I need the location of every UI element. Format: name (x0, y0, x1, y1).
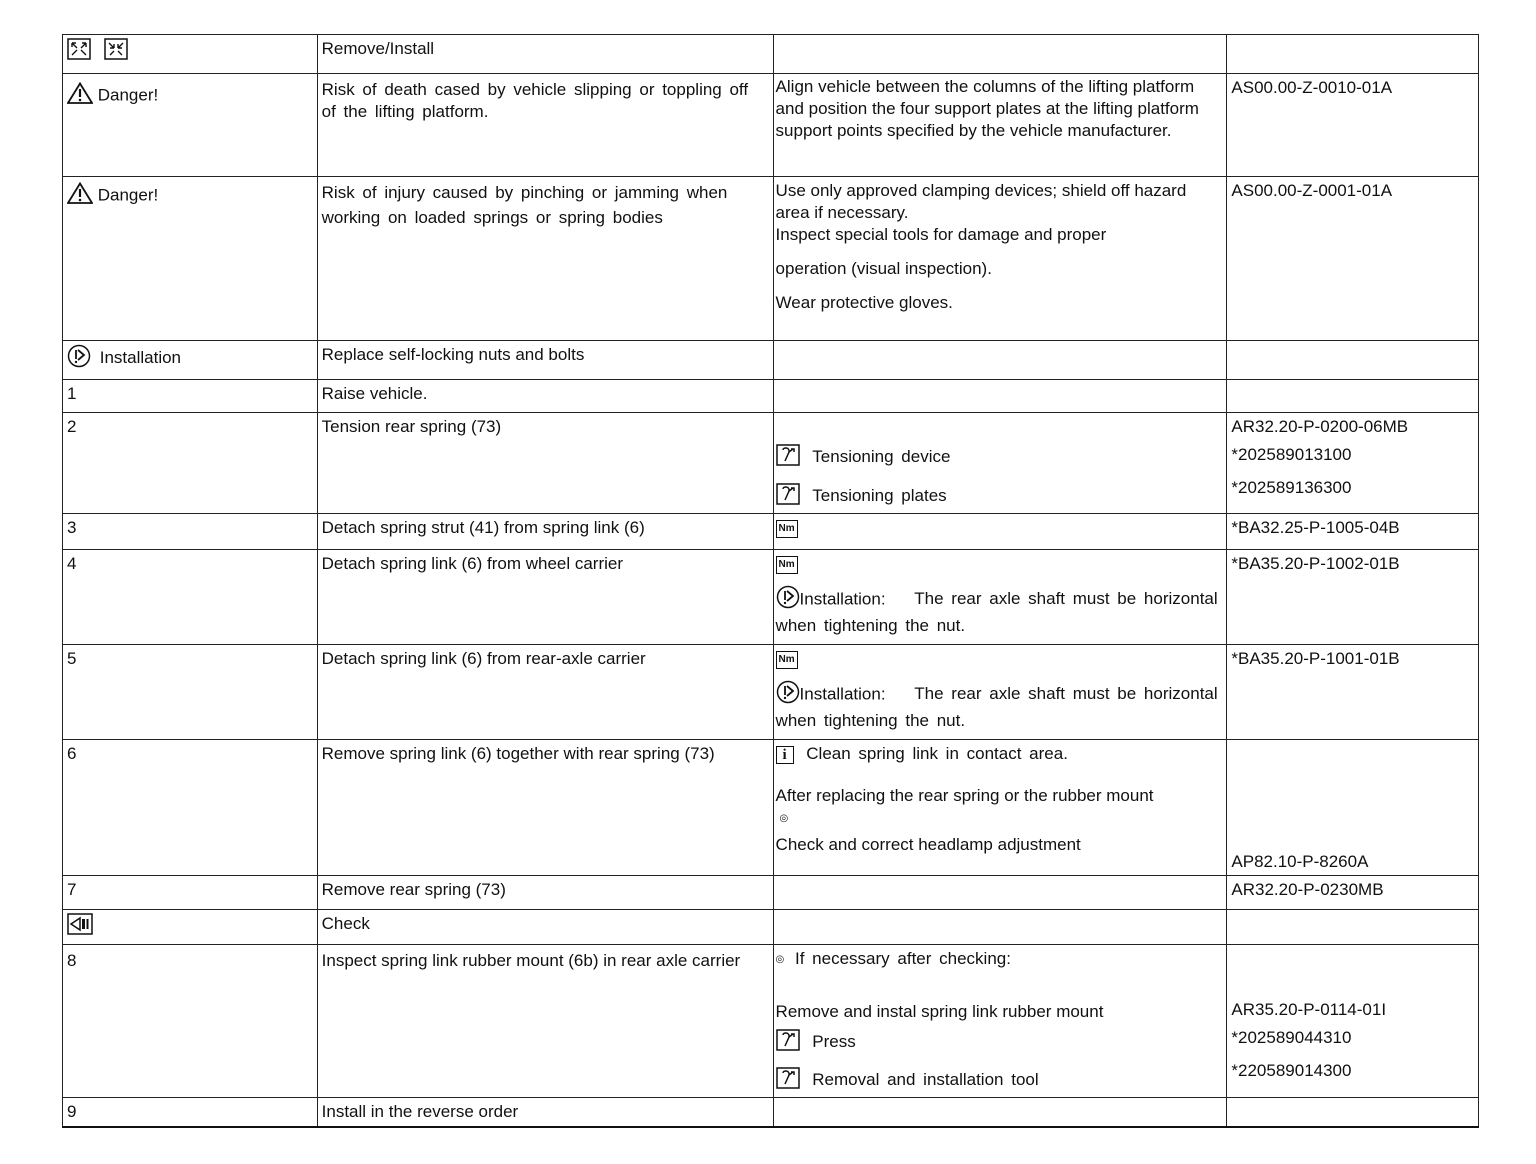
part-number[interactable]: *202589136300 (1231, 478, 1352, 497)
circle-marker-icon: ◎ (775, 953, 785, 965)
circle-marker-icon: ◎ (779, 812, 789, 824)
reference-link[interactable]: AR35.20-P-0114-01I (1231, 1000, 1387, 1019)
table-row (63, 413, 1479, 514)
notes-cell (773, 1097, 1227, 1127)
table-row (63, 380, 1479, 413)
reference-cell (1227, 550, 1479, 645)
description-text: Risk of death cased by vehicle slipping or toppling off of the lifting platform. (321, 80, 749, 121)
reference-cell (1227, 177, 1479, 341)
part-number[interactable]: *202589044310 (1231, 1028, 1352, 1047)
description-text: Install in the reverse order (321, 1101, 519, 1121)
notes-cell (773, 876, 1227, 910)
danger-label: Danger! (97, 85, 159, 105)
description-text: Replace self-locking nuts and bolts (321, 345, 585, 364)
warning-triangle-icon (67, 82, 93, 110)
tool-icon (104, 38, 128, 66)
reference-link[interactable]: *BA35.20-P-1002-01B (1231, 554, 1400, 573)
table-row (63, 910, 1479, 945)
description-cell (317, 74, 773, 177)
reference-cell (1227, 740, 1479, 876)
description-cell (317, 413, 773, 514)
table-row (63, 740, 1479, 876)
reference-cell (1227, 413, 1479, 514)
reference-link[interactable]: AS00.00-Z-0010-01A (1231, 78, 1393, 97)
note-text: After replacing the rear spring or the rubber mount (775, 786, 1154, 805)
reference-cell (1227, 514, 1479, 550)
part-number[interactable]: *220589014300 (1231, 1061, 1352, 1080)
special-tool-icon (776, 444, 800, 472)
description-cell (317, 740, 773, 876)
notes-cell (773, 413, 1227, 514)
torque-nm-icon: Nm (776, 651, 798, 669)
step-number: 7 (63, 876, 318, 910)
reference-cell (1227, 74, 1479, 177)
step-cell (63, 35, 318, 74)
description-text: Risk of injury caused by pinching or jamming when working on loaded springs or spring bodies (321, 183, 728, 227)
special-tool-icon (776, 1067, 800, 1095)
step-number: 5 (63, 645, 318, 740)
table-row (63, 945, 1479, 1098)
description-text: Inspect spring link rubber mount (6b) in rear axle carrier (321, 951, 741, 970)
description-text: Raise vehicle. (321, 384, 428, 403)
step-number: 1 (63, 380, 318, 413)
notes-cell (773, 645, 1227, 740)
note-text: The rear axle shaft must be horizontal when tightening the nut. (775, 684, 1218, 730)
table-row (63, 550, 1479, 645)
note-text: Inspect special tools for damage and proper (775, 225, 1107, 244)
description-text: Detach spring link (6) from wheel carrier (321, 554, 624, 573)
table-row (63, 177, 1479, 341)
reference-link[interactable]: AP82.10-P-8260A (1231, 852, 1369, 871)
description-text: Remove/Install (321, 39, 435, 58)
notes-cell (773, 35, 1227, 74)
procedure-table (62, 34, 1479, 1128)
description-text: Detach spring strut (41) from spring link (6) (321, 518, 645, 537)
description-cell (317, 910, 773, 945)
reference-cell (1227, 35, 1479, 74)
step-cell (63, 910, 318, 945)
note-text: Remove and instal spring link rubber mount (775, 1001, 1104, 1021)
description-cell (317, 645, 773, 740)
installation-icon (776, 585, 800, 615)
description-cell (317, 177, 773, 341)
notes-cell (773, 740, 1227, 876)
info-icon: i (776, 746, 794, 764)
reference-link[interactable]: AS00.00-Z-0001-01A (1231, 181, 1393, 200)
reference-link[interactable]: AR32.20-P-0230MB (1231, 880, 1384, 899)
installation-label: Installation (99, 348, 182, 368)
reference-cell (1227, 945, 1479, 1098)
description-text: Check (321, 914, 370, 933)
note-text: Use only approved clamping devices; shield off hazard area if necessary. (775, 181, 1187, 222)
step-number: 2 (63, 413, 318, 514)
danger-label: Danger! (97, 185, 159, 205)
torque-nm-icon: Nm (776, 520, 798, 538)
note-text: Check and correct headlamp adjustment (775, 834, 1081, 854)
tool-icon (67, 38, 91, 66)
step-cell (63, 341, 318, 380)
tool-name: Removal and installation tool (812, 1070, 1039, 1089)
description-cell (317, 876, 773, 910)
tool-name: Tensioning plates (812, 486, 947, 506)
table-row (63, 341, 1479, 380)
description-cell (317, 35, 773, 74)
table-row (63, 74, 1479, 177)
torque-nm-icon: Nm (776, 556, 798, 574)
note-text: Align vehicle between the columns of the lifting platform and position the four support plates at the lifting platform support points specified by the vehicle manufacturer. (775, 77, 1199, 140)
step-number: 4 (63, 550, 318, 645)
notes-cell (773, 177, 1227, 341)
step-number: 3 (63, 514, 318, 550)
notes-cell (773, 945, 1227, 1098)
installation-icon (67, 344, 91, 374)
installation-icon (776, 680, 800, 710)
description-cell (317, 1097, 773, 1127)
description-text: Remove spring link (6) together with rear spring (73) (321, 744, 715, 763)
warning-triangle-icon (67, 182, 93, 210)
reference-cell (1227, 910, 1479, 945)
reference-cell (1227, 645, 1479, 740)
step-number: 9 (63, 1097, 318, 1127)
description-cell (317, 514, 773, 550)
notes-cell (773, 341, 1227, 380)
notes-cell (773, 514, 1227, 550)
description-cell (317, 380, 773, 413)
note-text: If necessary after checking: (795, 949, 1011, 968)
description-cell (317, 550, 773, 645)
reference-cell (1227, 876, 1479, 910)
reference-cell (1227, 341, 1479, 380)
step-number: 6 (63, 740, 318, 876)
notes-cell (773, 380, 1227, 413)
table-row (63, 1097, 1479, 1127)
installation-label: Installation: (799, 684, 886, 704)
step-number: 8 (63, 945, 318, 1098)
note-text: Wear protective gloves. (775, 293, 953, 312)
table-row (63, 514, 1479, 550)
reference-cell (1227, 380, 1479, 413)
installation-label: Installation: (799, 589, 886, 609)
tool-name: Tensioning device (812, 447, 951, 467)
step-cell (63, 74, 318, 177)
note-text: The rear axle shaft must be horizontal when tightening the nut. (775, 589, 1218, 635)
notes-cell (773, 910, 1227, 945)
note-text: Clean spring link in contact area. (806, 744, 1068, 763)
notes-cell (773, 550, 1227, 645)
special-tool-icon (776, 1029, 800, 1057)
tool-name: Press (812, 1032, 856, 1051)
special-tool-icon (776, 483, 800, 511)
note-text: operation (visual inspection). (775, 259, 992, 278)
description-text: Remove rear spring (73) (321, 880, 506, 899)
reference-link[interactable]: *BA32.25-P-1005-04B (1231, 518, 1400, 537)
reference-link[interactable]: *BA35.20-P-1001-01B (1231, 649, 1400, 668)
check-icon (67, 913, 93, 941)
notes-cell (773, 74, 1227, 177)
table-row (63, 645, 1479, 740)
reference-link[interactable]: AR32.20-P-0200-06MB (1231, 417, 1409, 436)
part-number[interactable]: *202589013100 (1231, 445, 1352, 464)
table-row (63, 35, 1479, 74)
description-text: Tension rear spring (73) (321, 417, 502, 436)
description-cell (317, 341, 773, 380)
description-cell (317, 945, 773, 1098)
reference-cell (1227, 1097, 1479, 1127)
description-text: Detach spring link (6) from rear-axle carrier (321, 649, 646, 668)
table-row (63, 876, 1479, 910)
step-cell (63, 177, 318, 341)
